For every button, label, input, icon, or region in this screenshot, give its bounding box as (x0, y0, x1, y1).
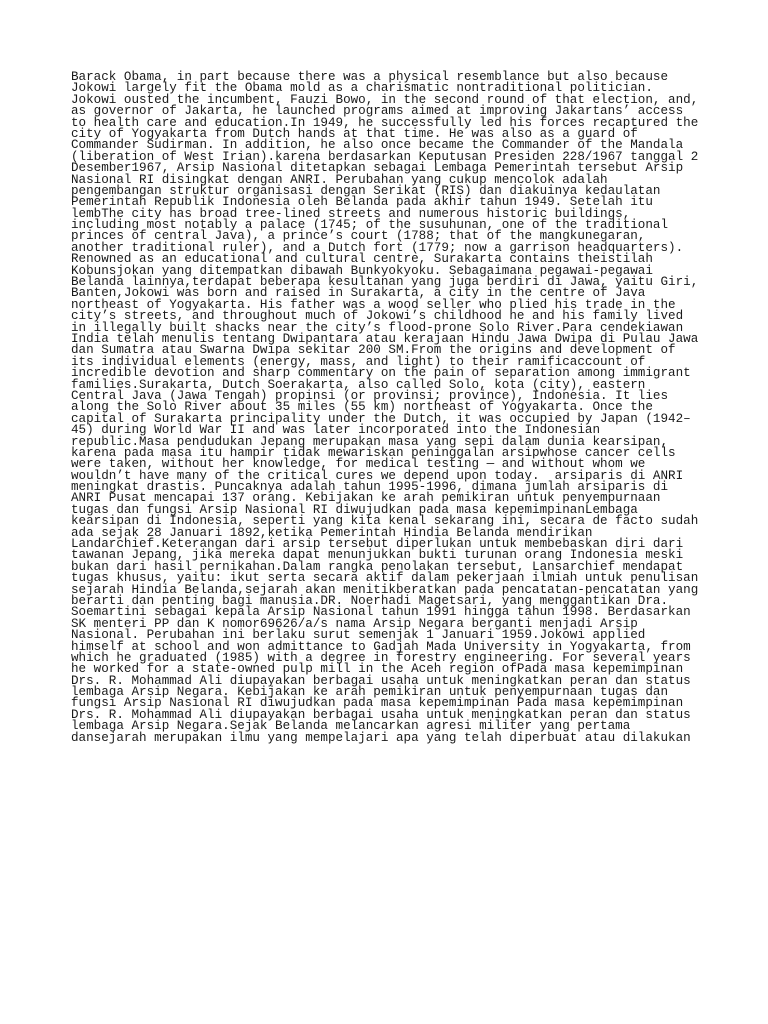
text-line: karena pada masa itu hampir tidak mewariskan peninggalan arsipwhose cancer cells (71, 445, 676, 460)
text-line: tugas dan fungsi Arsip Nasional RI diwujudkan pada masa kepemimpinanLembaga (71, 502, 638, 517)
text-line: families.Surakarta, Dutch Soerakarta, also called Solo, kota (city), eastern (71, 377, 646, 392)
text-line: Desember1967, Arsip Nasional ditetapkan sebagai Lembaga Pemerintah tersebut Arsip (71, 161, 684, 176)
text-line: ada sejak 28 Januari 1892,ketika Pemerintah Hindia Belanda mendirikan (71, 525, 593, 540)
text-line: city of Yogyakarta from Dutch hands at that time. He was also as a guard of (71, 126, 638, 141)
text-line: India telah menulis tentang Dwipantara atau kerajaan Hindu Jawa Dwipa di Pulau Jawa (71, 331, 699, 346)
text-line: lembaga Arsip Negara.Sejak Belanda melancarkan agresi militer yang pertama (71, 719, 631, 734)
text-line: in illegally built shacks near the city’s flood-prone Solo River.Para cendekiawan (71, 320, 684, 335)
text-line: Belanda lainnya,terdapat beberapa kesultanan yang juga berdiri di Jawa, yaitu Giri, (71, 275, 699, 290)
text-line: republic.Masa pendudukan Jepang merupakan masa yang sepi dalam dunia kearsipan, (71, 434, 669, 449)
text-line: along the Solo River about 35 miles (55 km) northeast of Yogyakarta. Once the (71, 400, 653, 415)
text-line: which he graduated (1985) with a degree in forestry engineering. For several years (71, 650, 691, 665)
text-line: bukan dari hasil pernikahan.Dalam rangka penolakan tersebut, Lansarchief mendapat (71, 559, 684, 574)
text-line: incredible devotion and sharp commentary on the pain of separation among immigrant (71, 366, 691, 381)
text-line: including most notably a palace (1745; of the susuhunan, one of the traditional (71, 218, 669, 233)
text-line: princes of central Java), a prince’s court (1788; that of the mangkunegaran, (71, 229, 646, 244)
text-line: tugas khusus, yaitu: ikut serta secara aktif dalam pekerjaan ilmiah untuk penulisan (71, 571, 699, 586)
text-line: as governor of Jakarta, he launched programs aimed at improving Jakartans’ access (71, 104, 684, 119)
text-line: city’s streets, and throughout much of Jokowi’s childhood he and his family lived (71, 309, 684, 324)
text-line: Renowned as an educational and cultural centre, Surakarta contains theistilah (71, 252, 653, 267)
text-line: capital of Surakarta principality under the Dutch, it was occupied by Japan (1942– (71, 411, 691, 426)
text-line: Soemartini sebagai kepala Arsip Nasional tahun 1991 hingga tahun 1998. Berdasarkan (71, 605, 691, 620)
text-line: Commander Sudirman. In addition, he also once became the Commander of the Mandala (71, 138, 684, 153)
text-line: dansejarah merupakan ilmu yang mempelajari apa yang telah diperbuat atau dilakukan (71, 730, 691, 745)
text-line: kearsipan di Indonesia, seperti yang kita kenal sekarang ini, secara de facto sudah (71, 514, 699, 529)
text-line: Kobunsjokan yang ditempatkan dibawah Bunkyokyoku. Sebagaimana pegawai-pegawai (71, 263, 653, 278)
text-line: Nasional RI disingkat dengan ANRI. Perubahan yang cukup mencolok adalah (71, 172, 608, 187)
text-line: meningkat drastis. Puncaknya adalah tahun 1995-1996, dimana jumlah arsiparis di (71, 480, 669, 495)
text-line: berarti dan penting bagi manusia.DR. Noerhadi Magetsari, yang menggantikan Dra. (71, 593, 669, 608)
text-line: another traditional ruler), and a Dutch fort (1779; now a garrison headquarters). (71, 240, 684, 255)
text-line: (liberation of West Irian).karena berdasarkan Keputusan Presiden 228/1967 tanggal 2 (71, 149, 699, 164)
text-line: SK menteri PP dan K nomor69626/a/s nama Arsip Negara berganti menjadi Arsip (71, 616, 638, 631)
text-line: northeast of Yogyakarta. His father was a wood seller who plied his trade in the (71, 297, 676, 312)
body-text (71, 72, 711, 744)
text-line: Jokowi largely fit the Obama mold as a charismatic nontraditional politician. (71, 81, 653, 96)
text-line: Banten,Jokowi was born and raised in Surakarta, a city in the centre of Java (71, 286, 646, 301)
text-line: himself at school and won admittance to Gadjah Mada University in Yogyakarta, from (71, 639, 691, 654)
text-line: sejarah Hindia Belanda,sejarah akan menitikberatkan pada pencatatan-pencatatan yang (71, 582, 699, 597)
text-line: dan Sumatra atau Swarna Dwipa sekitar 200 SM.From the origins and development of (71, 343, 676, 358)
text-line: Jokowi ousted the incumbent, Fauzi Bowo, in the second round of that election, and, (71, 92, 699, 107)
text-line: tawanan Jepang, jika mereka dapat menunjukkan bukti turunan orang Indonesia meski (71, 548, 684, 563)
text-line: he worked for a state-owned pulp mill in the Aceh region ofPada masa kepemimpinan (71, 662, 684, 677)
text-line: Drs. R. Mohammad Ali diupayakan berbagai usaha untuk meningkatkan peran dan status (71, 673, 691, 688)
text-line: ANRI Pusat mencapai 137 orang. Kebijakan ke arah pemikiran untuk penyempurnaan (71, 491, 661, 506)
text-line: 45) during World War II and was later incorporated into the Indonesian (71, 423, 601, 438)
text-line: its individual elements (energy, mass, and light) to their ramificaccount of (71, 354, 646, 369)
text-line: Drs. R. Mohammad Ali diupayakan berbagai usaha untuk meningkatkan peran dan status (71, 707, 691, 722)
text-line: lembThe city has broad tree-lined streets and numerous historic buildings, (71, 206, 631, 221)
text-line: Pemerintah Republik Indonesia oleh Belanda pada akhir tahun 1949. Setelah itu (71, 195, 653, 210)
text-line: lembaga Arsip Negara. Kebijakan ke arah pemikiran untuk penyempurnaan tugas dan (71, 685, 669, 700)
text-line: to health care and education.In 1949, he successfully led his forces recaptured the (71, 115, 699, 130)
text-line: wouldn’t have many of the critical cures we depend upon today. arsiparis di ANRI (71, 468, 684, 483)
text-line: Nasional. Perubahan ini berlaku surut semenjak 1 Januari 1959.Jokowi applied (71, 628, 646, 643)
text-line: fungsi Arsip Nasional RI diwujudkan pada masa kepemimpinan Pada masa kepemimpinan (71, 696, 684, 711)
text-line: Landarchief.Keterangan dari arsip tersebut diperlukan untuk membebaskan diri dari (71, 537, 684, 552)
text-line: Barack Obama, in part because there was a physical resemblance but also because (71, 70, 669, 84)
text-line: were taken, without her knowledge, for medical testing — and without whom we (71, 457, 646, 472)
text-line: Central Java (Jawa Tengah) propinsi (or provinsi; province), Indonesia. It lies (71, 388, 669, 403)
text-line: pengembangan struktur organisasi dengan Serikat (RIS) dan diakuinya kedaulatan (71, 183, 661, 198)
